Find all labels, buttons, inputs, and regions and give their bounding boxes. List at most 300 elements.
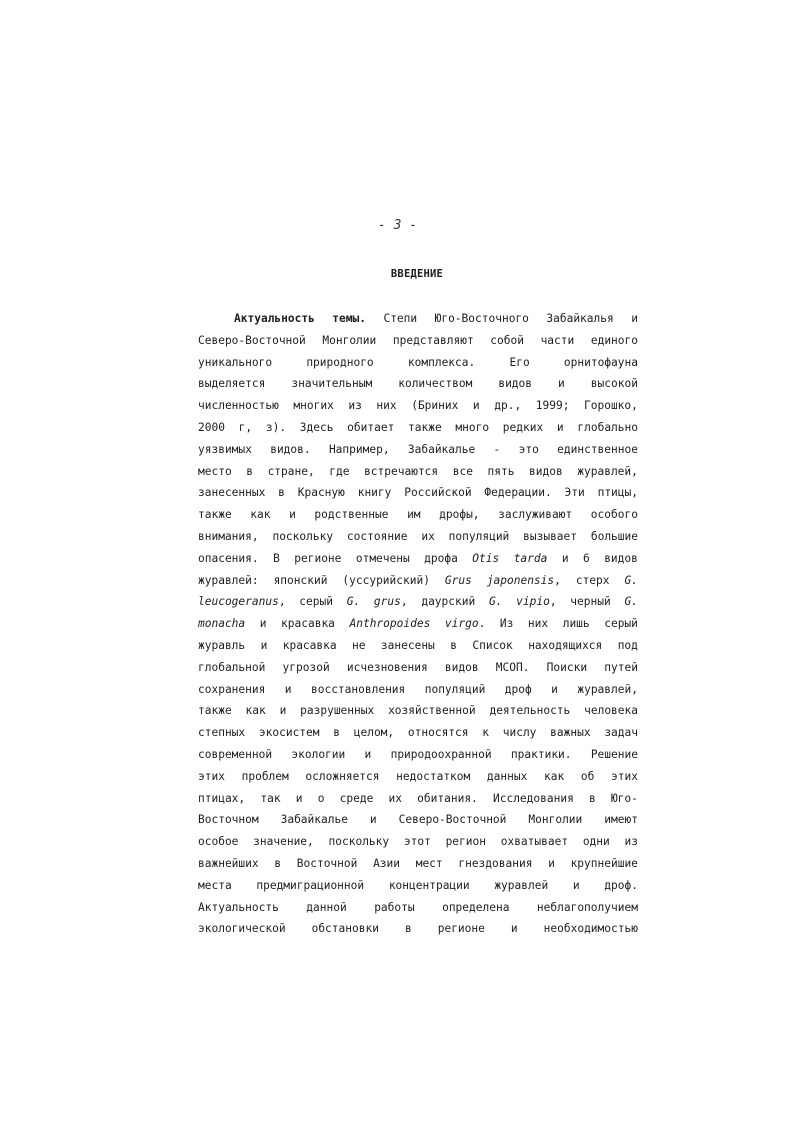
word <box>408 352 475 374</box>
text-line <box>198 679 638 701</box>
word <box>299 591 333 613</box>
word <box>311 679 405 701</box>
word <box>514 548 548 570</box>
word-text: разрушенных <box>300 704 375 718</box>
word <box>198 809 259 831</box>
text-line <box>198 766 638 788</box>
word-text: в <box>450 638 457 652</box>
word-text: книгу <box>357 486 392 500</box>
bold-term: Актуальность <box>234 312 315 325</box>
word-text: состояние <box>346 529 408 543</box>
italic-term: Anthropoides <box>349 617 431 631</box>
word <box>598 482 638 504</box>
word-text: популяций <box>424 682 486 696</box>
word <box>411 395 458 417</box>
word <box>342 570 430 592</box>
text-line <box>198 570 638 592</box>
word-text: Юго-Восточного <box>434 312 529 325</box>
word-text: определена <box>442 900 510 914</box>
word-text: особое <box>198 835 239 849</box>
word <box>373 853 400 875</box>
text-line <box>198 875 638 897</box>
word <box>198 853 259 875</box>
word <box>354 722 394 744</box>
word <box>611 788 638 810</box>
word-text: одни <box>582 835 610 849</box>
text-line <box>198 918 638 940</box>
word <box>425 679 486 701</box>
word-text: и <box>472 399 480 413</box>
word <box>498 373 532 395</box>
word <box>624 570 637 592</box>
word-text: многих <box>293 399 334 413</box>
word <box>198 461 232 483</box>
word-text: исчезновения <box>346 660 428 674</box>
word <box>291 373 372 395</box>
word <box>516 591 556 613</box>
word <box>453 461 473 483</box>
word <box>198 744 272 766</box>
word <box>268 461 315 483</box>
text-line <box>198 373 638 395</box>
word <box>591 373 638 395</box>
word <box>500 613 513 635</box>
word-text: и <box>631 312 638 325</box>
word <box>283 635 337 657</box>
word-text: японский <box>273 573 328 587</box>
word <box>489 591 502 613</box>
italic-term: Otis <box>472 551 500 565</box>
word-text: серый <box>604 617 638 631</box>
word-text: регионе <box>294 551 342 565</box>
word-text: и <box>548 856 555 870</box>
word-text: о <box>317 791 325 805</box>
word-text: к <box>482 726 489 740</box>
word <box>581 766 594 788</box>
word <box>347 591 360 613</box>
word <box>547 657 587 679</box>
word-text: экологии <box>291 747 346 761</box>
text-line <box>198 439 638 461</box>
word <box>198 439 252 461</box>
word <box>270 439 310 461</box>
text-line <box>198 700 638 722</box>
word-text: , <box>400 595 408 609</box>
word-text: из <box>348 399 362 413</box>
word-text: работы <box>374 900 415 914</box>
word <box>332 308 366 330</box>
word-text: Актуальность <box>198 900 279 914</box>
word <box>424 548 458 570</box>
word-text: Федерации. <box>484 486 552 500</box>
word <box>455 417 489 439</box>
word-text: практики. <box>510 747 572 761</box>
word-text: части <box>540 333 575 347</box>
word-text: им <box>407 508 421 522</box>
word <box>404 831 431 853</box>
word-text: 2000 <box>198 420 225 434</box>
word <box>604 548 638 570</box>
word-text: Восточном <box>198 813 259 827</box>
word-text: и <box>369 813 377 827</box>
word <box>329 831 390 853</box>
word <box>356 548 410 570</box>
word <box>408 439 475 461</box>
word-text: Красную <box>297 486 345 500</box>
word-text: относятся <box>407 726 469 740</box>
word-text: и <box>561 551 569 565</box>
word <box>198 635 245 657</box>
word-text: Список <box>472 638 513 652</box>
word <box>421 526 434 548</box>
word <box>198 918 286 940</box>
word-text: видов <box>498 377 533 391</box>
word <box>398 373 472 395</box>
word <box>272 526 333 548</box>
word <box>198 548 259 570</box>
word-text: Азии <box>373 856 401 870</box>
word-text: отмечены <box>355 551 410 565</box>
word <box>273 548 280 570</box>
word <box>246 461 253 483</box>
word <box>322 330 376 352</box>
text-line <box>198 809 638 831</box>
word <box>260 788 280 810</box>
word-text: представляют <box>392 333 474 347</box>
word-text: глобальной <box>198 660 266 674</box>
word <box>421 591 475 613</box>
word-text: видов. <box>270 442 311 456</box>
text-line <box>198 788 638 810</box>
word <box>198 657 265 679</box>
word-text: занесены <box>380 638 435 652</box>
word-text: неблагополучием <box>536 900 638 914</box>
word-text: современной <box>198 747 273 761</box>
word-text: Эти <box>564 486 585 500</box>
text-line <box>198 548 638 570</box>
word-text: (уссурийский) <box>342 573 430 587</box>
text-line <box>198 461 638 483</box>
word <box>198 788 245 810</box>
word <box>305 766 379 788</box>
word-text: концентрации <box>388 878 470 892</box>
text-line <box>198 831 638 853</box>
word-text: в <box>404 922 412 936</box>
word <box>318 788 325 810</box>
word-text: особого <box>590 508 638 522</box>
word <box>482 722 489 744</box>
word <box>511 918 518 940</box>
text-line <box>198 417 638 439</box>
word <box>439 504 479 526</box>
italic-term: leucogeranus <box>198 595 279 609</box>
word-text: Юго- <box>610 791 638 805</box>
word <box>198 613 245 635</box>
word <box>618 635 638 657</box>
word-text: - <box>493 442 501 456</box>
word <box>281 613 335 635</box>
word <box>250 504 270 526</box>
word-text: численностью <box>198 399 279 413</box>
text-line <box>198 744 638 766</box>
italic-term: G. <box>346 595 361 609</box>
word-text: (Бриних <box>411 399 459 413</box>
word <box>584 395 638 417</box>
text-line <box>198 395 638 417</box>
word <box>557 417 564 439</box>
word <box>389 875 470 897</box>
word-text: это <box>518 442 539 456</box>
word-text: опасения. <box>198 551 259 565</box>
word <box>408 722 469 744</box>
word-text: Российской <box>404 486 472 500</box>
word-text: и <box>295 791 303 805</box>
word-text: внимания, <box>198 529 259 543</box>
word-text: дроф. <box>604 878 638 892</box>
word <box>528 809 582 831</box>
word <box>472 548 499 570</box>
word-text: Забайкалья <box>546 312 614 325</box>
word-text: Поиски <box>546 660 588 674</box>
word <box>494 439 501 461</box>
italic-term: japonensis <box>486 573 555 587</box>
word-text: количеством <box>398 377 473 391</box>
word-text: сохранения <box>198 682 266 696</box>
word <box>417 788 478 810</box>
word <box>198 417 225 439</box>
word <box>494 875 548 897</box>
word <box>358 482 392 504</box>
word-text: 1999; <box>535 399 570 413</box>
word <box>416 853 443 875</box>
word <box>274 570 328 592</box>
word-text: красавка <box>282 638 337 652</box>
word-text: них <box>376 399 397 413</box>
text-line <box>198 330 638 352</box>
word-text: единственное <box>557 442 638 456</box>
word-text: Северо-Восточной <box>398 813 507 827</box>
word-text: охватывает <box>500 835 569 849</box>
word <box>198 679 265 701</box>
word-text: МСОП. <box>495 660 530 674</box>
word <box>376 395 396 417</box>
word <box>256 875 364 897</box>
word <box>396 766 470 788</box>
word <box>300 417 334 439</box>
word-text: в <box>589 791 596 805</box>
word-text: Степи <box>383 312 418 325</box>
word-text: этих <box>198 769 225 783</box>
word <box>449 526 510 548</box>
word-text: Например, <box>328 442 390 456</box>
word-text: находящихся <box>528 638 603 652</box>
word <box>333 722 340 744</box>
word-text: редких <box>502 420 544 434</box>
word-text: Забайкалье <box>280 813 348 827</box>
word <box>198 700 232 722</box>
word-text: комплекса. <box>407 355 476 369</box>
word-text: видов <box>444 660 479 674</box>
word-text: как <box>544 769 565 783</box>
word-text: предмиграционной <box>256 878 365 892</box>
word <box>591 504 638 526</box>
word-text: и <box>259 617 267 631</box>
word <box>374 897 414 919</box>
word <box>541 330 575 352</box>
section-heading: ВВЕДЕНИЕ <box>390 268 444 280</box>
word-text: также <box>408 420 442 434</box>
word <box>625 831 638 853</box>
word-text: журавлей: <box>198 573 259 587</box>
word <box>494 395 521 417</box>
word <box>261 635 268 657</box>
word <box>490 330 524 352</box>
word <box>450 635 457 657</box>
word <box>624 591 637 613</box>
word <box>399 809 507 831</box>
word <box>349 613 430 635</box>
page-number: - 3 - <box>377 218 418 233</box>
word-text: пять <box>487 464 515 478</box>
word-text: в <box>278 486 285 500</box>
word-text: глобально <box>577 420 638 434</box>
word-text: этот <box>403 835 431 849</box>
word <box>297 853 358 875</box>
italic-term: tarda <box>513 551 548 565</box>
word <box>551 679 558 701</box>
word-text: вызывает <box>523 529 578 543</box>
word-text: природного <box>306 355 374 369</box>
word-text: в <box>246 464 253 478</box>
word <box>198 875 232 897</box>
word-text: также <box>198 704 232 718</box>
word <box>381 635 435 657</box>
word-text: и <box>558 377 565 391</box>
word-text: собой <box>490 333 524 347</box>
word <box>589 788 596 810</box>
word-text: степных <box>198 726 246 740</box>
word <box>528 635 602 657</box>
word-text: проблем <box>241 769 289 783</box>
word <box>374 591 408 613</box>
word <box>511 744 572 766</box>
text-line <box>198 482 638 504</box>
word <box>489 700 570 722</box>
word-text: и <box>260 638 268 652</box>
word <box>570 591 610 613</box>
word <box>445 613 485 635</box>
word-text: серый <box>299 595 333 609</box>
word <box>347 417 394 439</box>
word-text: также <box>198 508 232 522</box>
word <box>536 395 570 417</box>
word <box>557 439 638 461</box>
text-line <box>198 591 638 613</box>
word <box>260 613 267 635</box>
word-text: все <box>452 464 473 478</box>
word-text: лишь <box>562 617 590 631</box>
word-text: из <box>624 835 638 849</box>
word <box>528 613 548 635</box>
word <box>604 875 638 897</box>
word-text: единого <box>590 333 638 347</box>
word-text: Решение <box>590 747 638 761</box>
word <box>573 875 580 897</box>
word <box>577 679 638 701</box>
word <box>198 897 279 919</box>
word <box>259 722 320 744</box>
word-text: регионе <box>437 922 485 936</box>
word <box>473 395 480 417</box>
word-text: обитает <box>347 420 395 434</box>
word-text: дрофы, <box>439 508 480 522</box>
word <box>266 417 286 439</box>
word <box>563 613 590 635</box>
word-text: стране, <box>267 464 315 478</box>
italic-term: G. <box>624 573 638 587</box>
word-text: др., <box>494 399 522 413</box>
word-text: данной <box>306 900 347 914</box>
italic-term: G. <box>624 595 638 609</box>
word <box>577 417 638 439</box>
word <box>281 809 348 831</box>
word <box>458 853 532 875</box>
word-text: , <box>278 595 286 609</box>
word-text: и <box>510 922 518 936</box>
text-line <box>198 308 638 330</box>
word-text: г, <box>238 420 253 434</box>
word <box>198 766 225 788</box>
word-text: и <box>551 682 558 696</box>
word-text: гнездования <box>458 856 533 870</box>
italic-term: vipio <box>516 595 550 609</box>
word-text: человека <box>584 704 638 718</box>
word-text: заслуживают <box>498 508 573 522</box>
text-line <box>198 504 638 526</box>
word-text: важнейших <box>198 856 259 870</box>
word <box>300 700 374 722</box>
word <box>493 788 574 810</box>
word <box>501 831 568 853</box>
word-text: популяций <box>448 529 510 543</box>
word-text: деятельность <box>489 704 571 718</box>
word <box>242 766 289 788</box>
word-text: осложняется <box>305 769 380 783</box>
word-text: и <box>279 704 287 718</box>
word-text: восстановления <box>310 682 406 696</box>
word <box>509 352 529 374</box>
word-text: журавль <box>198 638 246 652</box>
italic-term: grus <box>373 595 401 609</box>
italic-term: G. <box>488 595 503 609</box>
word <box>239 417 252 439</box>
word <box>604 657 638 679</box>
word-text: в <box>274 856 282 870</box>
word <box>294 548 341 570</box>
word <box>365 744 372 766</box>
word-text: Здесь <box>299 420 334 434</box>
word-text: 6 <box>583 551 590 565</box>
word-text: дроф <box>504 682 532 696</box>
word-text: значительным <box>291 377 373 391</box>
word <box>329 461 349 483</box>
word-text: поскольку <box>328 835 390 849</box>
word-text: данных <box>486 769 528 783</box>
word <box>329 439 390 461</box>
word <box>347 526 408 548</box>
word <box>340 788 374 810</box>
word-text: Его <box>509 355 530 369</box>
